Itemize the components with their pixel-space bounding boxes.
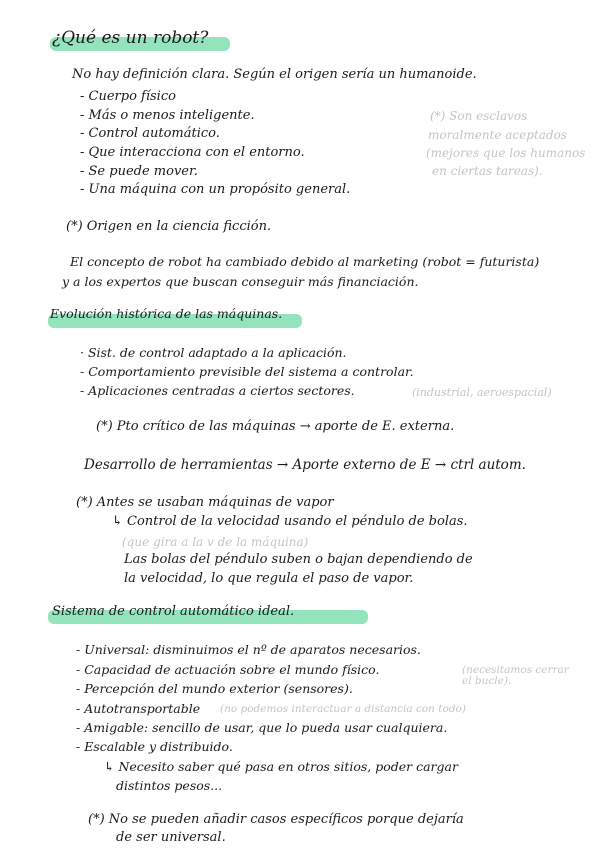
- footnote: (*) Origen en la ciencia ficción.: [66, 219, 272, 234]
- balls-line: Las bolas del péndulo suben o bajan dependiendo de: [124, 552, 473, 567]
- side-note: en ciertas tareas).: [432, 164, 543, 178]
- list-item: - Aplicaciones centradas a ciertos sectores.: [80, 383, 355, 398]
- list-item: - Capacidad de actuación sobre el mundo físico.: [76, 662, 380, 677]
- list-item: · Sist. de control adaptado a la aplicación.: [80, 345, 347, 360]
- list-item: - Percepción del mundo exterior (sensores).: [76, 681, 353, 696]
- footnote: (*) No se pueden añadir casos específicos porque dejaría: [88, 812, 464, 827]
- list-item: - Universal: disminuimos el nº de aparatos necesarios.: [76, 642, 421, 657]
- critical-note: (*) Pto crítico de las máquinas → aporte de E. externa.: [96, 419, 455, 434]
- section-title: ¿Qué es un robot?: [52, 28, 209, 48]
- footnote: de ser universal.: [116, 830, 226, 845]
- paragraph-line: El concepto de robot ha cambiado debido al marketing (robot = futurista): [70, 254, 540, 269]
- intro-text: No hay definición clara. Según el origen sería un humanoide.: [72, 67, 477, 82]
- list-item: - Escalable y distribuido.: [76, 739, 233, 754]
- side-note: (industrial, aeroespacial): [412, 386, 552, 399]
- list-item: - Control automático.: [80, 126, 220, 141]
- list-item: - Una máquina con un propósito general.: [80, 182, 351, 197]
- paragraph-line: y a los expertos que buscan conseguir más financiación.: [62, 274, 419, 289]
- list-item: - Comportamiento previsible del sistema a controlar.: [80, 364, 414, 379]
- section-title: Sistema de control automático ideal.: [52, 604, 295, 619]
- side-note: (no podemos interactuar a distancia con todo): [220, 703, 466, 715]
- list-item: - Cuerpo físico: [80, 89, 176, 104]
- side-note: (mejores que los humanos: [426, 146, 586, 160]
- list-item: - Que interacciona con el entorno.: [80, 145, 305, 160]
- side-note: (*) Son esclavos: [430, 109, 528, 123]
- steam-note: (*) Antes se usaban máquinas de vapor: [76, 495, 334, 510]
- governor-note: (que gira a la v de la máquina): [122, 535, 309, 549]
- list-item: - Se puede mover.: [80, 164, 198, 179]
- side-note: (necesitamos cerrar el bucle).: [462, 664, 569, 688]
- governor-line: ↳ Control de la velocidad usando el péndulo de bolas.: [112, 514, 468, 529]
- side-note: moralmente aceptados: [428, 128, 567, 142]
- sub-note: ↳ Necesito saber qué pasa en otros sitios, poder cargar: [104, 759, 458, 774]
- section-title: Evolución histórica de las máquinas.: [50, 306, 283, 321]
- list-item: - Autotransportable: [76, 701, 201, 716]
- balls-line: la velocidad, lo que regula el paso de vapor.: [124, 571, 414, 586]
- tools-line: Desarrollo de herramientas → Aporte externo de E → ctrl autom.: [84, 457, 526, 473]
- list-item: - Amigable: sencillo de usar, que lo pueda usar cualquiera.: [76, 720, 448, 735]
- list-item: - Más o menos inteligente.: [80, 108, 255, 123]
- sub-note: distintos pesos...: [116, 778, 223, 793]
